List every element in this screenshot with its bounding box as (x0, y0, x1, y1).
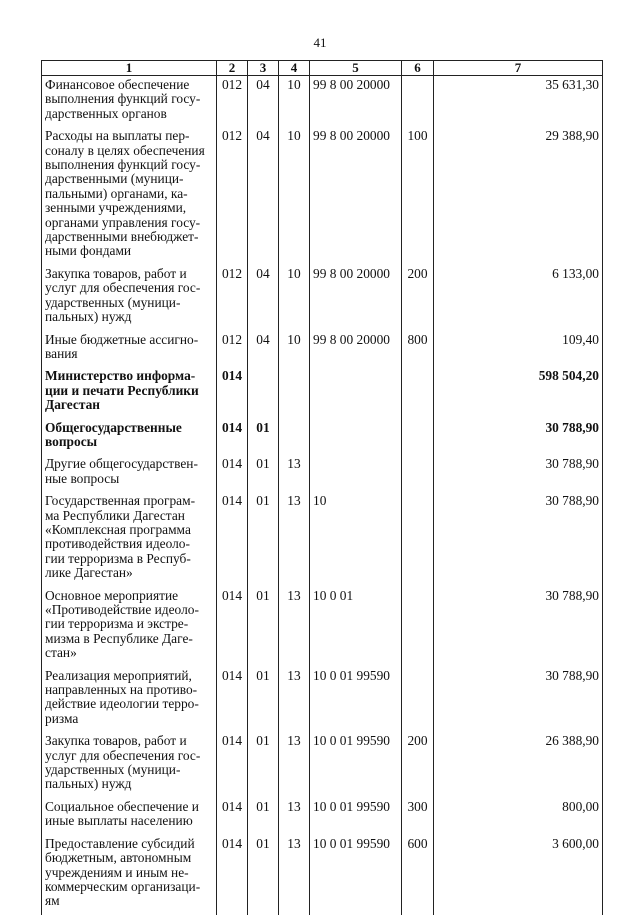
row-ministry-code: 014 (217, 798, 248, 835)
row-target-article: 10 0 01 99590 (310, 798, 402, 835)
table-row (42, 455, 603, 492)
row-section-code: 01 (248, 587, 279, 667)
row-name-line: Предоставление субсидий (45, 835, 195, 851)
header-col-3: 3 (248, 61, 279, 76)
row-amount: 30 788,90 (434, 419, 603, 456)
row-name-line: действие идеологии терро- (45, 696, 199, 712)
row-expense-type (402, 492, 434, 586)
row-section-code: 04 (248, 331, 279, 368)
row-subsection-code: 13 (279, 455, 310, 492)
row-expense-type: 800 (402, 331, 434, 368)
row-section-code: 04 (248, 265, 279, 331)
row-name-line: «Противодействие идеоло- (45, 602, 199, 617)
row-name-line: Иные бюджетные ассигно- (45, 331, 199, 347)
row-section-code: 01 (248, 492, 279, 586)
row-subsection-code: 13 (279, 667, 310, 733)
row-ministry-code: 014 (217, 367, 248, 418)
row-name-line: лике Дагестан» (45, 565, 133, 581)
row-name (42, 492, 217, 586)
table-row (42, 419, 603, 456)
row-name (42, 127, 217, 265)
row-amount: 109,40 (434, 331, 603, 368)
row-amount: 598 504,20 (434, 367, 603, 418)
row-name-line: стан» (45, 645, 77, 661)
row-section-code: 01 (248, 455, 279, 492)
table-row (42, 331, 603, 368)
row-ministry-code: 014 (217, 667, 248, 733)
row-name (42, 367, 217, 418)
row-subsection-code (279, 367, 310, 418)
row-expense-type (402, 667, 434, 733)
row-name-line: гии терроризма в Респуб- (45, 550, 191, 566)
row-ministry-code: 012 (217, 331, 248, 368)
row-name-line: ма Республики Дагестан (45, 507, 185, 523)
row-ministry-code: 014 (217, 419, 248, 456)
row-amount: 30 788,90 (434, 492, 603, 586)
row-expense-type (402, 455, 434, 492)
header-row (42, 61, 603, 76)
row-name-line: органами управления госу- (45, 214, 201, 230)
row-name-line: зенными учреждениями, (45, 200, 187, 216)
row-name-line: Закупка товаров, работ и (45, 265, 187, 281)
row-name-line: ударственных (муници- (45, 294, 181, 310)
table-row (42, 835, 603, 915)
row-section-code: 01 (248, 732, 279, 798)
row-ministry-code: 012 (217, 76, 248, 128)
row-name-line: ции и печати Республики (45, 382, 199, 398)
row-ministry-code: 012 (217, 265, 248, 331)
row-amount: 6 133,00 (434, 265, 603, 331)
row-name-line: соналу в целях обеспечения (45, 142, 205, 158)
row-expense-type (402, 419, 434, 456)
row-section-code: 01 (248, 835, 279, 915)
row-subsection-code: 13 (279, 492, 310, 586)
row-expense-type: 300 (402, 798, 434, 835)
row-section-code: 04 (248, 76, 279, 128)
row-target-article: 99 8 00 20000 (310, 331, 402, 368)
row-subsection-code: 13 (279, 732, 310, 798)
row-name (42, 798, 217, 835)
table-row (42, 127, 603, 265)
row-name-line: вопросы (45, 433, 98, 449)
row-section-code (248, 367, 279, 418)
row-name (42, 455, 217, 492)
row-target-article: 10 0 01 99590 (310, 835, 402, 915)
row-name-line: Общегосударственные (45, 419, 182, 435)
row-ministry-code: 014 (217, 732, 248, 798)
row-name-line: Министерство информа- (45, 368, 196, 384)
row-name-line: пальными) органами, ка- (45, 185, 188, 201)
row-name (42, 76, 217, 128)
page-number: 41 (313, 35, 327, 50)
budget-table (41, 60, 603, 915)
row-section-code: 01 (248, 798, 279, 835)
row-amount: 29 388,90 (434, 127, 603, 265)
row-name-line: дарственными внебюджет- (45, 229, 199, 245)
header-col-4: 4 (279, 61, 310, 76)
row-name-line: ными фондами (45, 243, 132, 259)
row-subsection-code: 10 (279, 265, 310, 331)
header-col-6: 6 (402, 61, 434, 76)
header-col-5: 5 (310, 61, 402, 76)
row-section-code: 04 (248, 127, 279, 265)
row-target-article (310, 455, 402, 492)
row-target-article: 10 0 01 (310, 587, 402, 667)
row-name-line: Другие общегосударствен- (45, 456, 198, 472)
row-name (42, 835, 217, 915)
row-ministry-code: 014 (217, 492, 248, 586)
row-name-line: Государственная програм- (45, 493, 196, 509)
row-name (42, 331, 217, 368)
row-expense-type: 600 (402, 835, 434, 915)
row-name-line: Социальное обеспечение и (45, 798, 199, 814)
row-amount: 30 788,90 (434, 455, 603, 492)
row-target-article: 99 8 00 20000 (310, 265, 402, 331)
row-name-line: Реализация мероприятий, (45, 667, 192, 683)
row-name-line: «Комплексная программа (45, 521, 191, 537)
row-expense-type (402, 367, 434, 418)
row-subsection-code: 10 (279, 331, 310, 368)
row-name-line: направленных на противо- (45, 682, 198, 698)
row-section-code: 01 (248, 419, 279, 456)
row-name-line: Закупка товаров, работ и (45, 733, 187, 749)
row-amount: 30 788,90 (434, 587, 603, 667)
table-row (42, 367, 603, 418)
row-name-line: выполнения функций госу- (45, 91, 201, 107)
row-target-article: 10 0 01 99590 (310, 732, 402, 798)
table-row (42, 76, 603, 128)
row-name-line: мизма в Республике Даге- (45, 630, 193, 646)
row-target-article: 10 (310, 492, 402, 586)
table-body (42, 76, 603, 915)
row-name-line: ударственных (муници- (45, 762, 181, 778)
row-name-line: ям (45, 893, 60, 909)
table-row (42, 265, 603, 331)
row-name (42, 265, 217, 331)
row-name-line: выполнения функций госу- (45, 157, 201, 173)
row-subsection-code: 13 (279, 587, 310, 667)
row-section-code: 01 (248, 667, 279, 733)
row-name-line: Расходы на выплаты пер- (45, 128, 190, 144)
row-amount: 35 631,30 (434, 76, 603, 128)
row-name-line: услуг для обеспечения гос- (45, 280, 201, 296)
row-name-line: Дагестан (45, 397, 101, 413)
row-subsection-code: 13 (279, 798, 310, 835)
row-name-line: учреждениям и иным не- (45, 864, 189, 880)
table-row (42, 587, 603, 667)
row-name (42, 419, 217, 456)
header-col-1: 1 (42, 61, 217, 76)
row-target-article: 10 0 01 99590 (310, 667, 402, 733)
row-expense-type: 200 (402, 732, 434, 798)
row-name-line: пальных) нужд (45, 776, 132, 792)
row-target-article (310, 419, 402, 456)
row-name-line: вания (45, 345, 78, 361)
row-target-article (310, 367, 402, 418)
row-target-article: 99 8 00 20000 (310, 127, 402, 265)
table-row (42, 492, 603, 586)
row-ministry-code: 012 (217, 127, 248, 265)
row-subsection-code (279, 419, 310, 456)
row-amount: 30 788,90 (434, 667, 603, 733)
header-col-2: 2 (217, 61, 248, 76)
row-subsection-code: 10 (279, 127, 310, 265)
row-ministry-code: 014 (217, 835, 248, 915)
row-amount: 800,00 (434, 798, 603, 835)
row-name-line: Основное мероприятие (45, 587, 179, 603)
row-name-line: бюджетным, автономным (45, 850, 192, 866)
row-name-line: услуг для обеспечения гос- (45, 747, 201, 763)
row-name-line: коммерческим организаци- (45, 878, 201, 894)
row-name-line: Финансовое обеспечение (45, 77, 190, 92)
row-name-line: иные выплаты населению (45, 813, 193, 829)
row-name-line: пальных) нужд (45, 309, 132, 325)
row-name (42, 667, 217, 733)
row-expense-type: 200 (402, 265, 434, 331)
row-name (42, 732, 217, 798)
row-name-line: противодействия идеоло- (45, 536, 190, 552)
row-name-line: ризма (45, 710, 79, 726)
row-subsection-code: 13 (279, 835, 310, 915)
row-ministry-code: 014 (217, 587, 248, 667)
table-row (42, 732, 603, 798)
row-name-line: дарственными (муници- (45, 171, 184, 187)
row-subsection-code: 10 (279, 76, 310, 128)
row-amount: 3 600,00 (434, 835, 603, 915)
header-col-7: 7 (434, 61, 603, 76)
row-name-line: гии терроризма и экстре- (45, 616, 189, 632)
row-ministry-code: 014 (217, 455, 248, 492)
row-expense-type (402, 587, 434, 667)
table-row (42, 798, 603, 835)
row-name (42, 587, 217, 667)
row-amount: 26 388,90 (434, 732, 603, 798)
table-row (42, 667, 603, 733)
row-expense-type (402, 76, 434, 128)
row-name-line: ные вопросы (45, 470, 120, 486)
row-target-article: 99 8 00 20000 (310, 76, 402, 128)
row-name-line: дарственных органов (45, 105, 167, 121)
row-expense-type: 100 (402, 127, 434, 265)
